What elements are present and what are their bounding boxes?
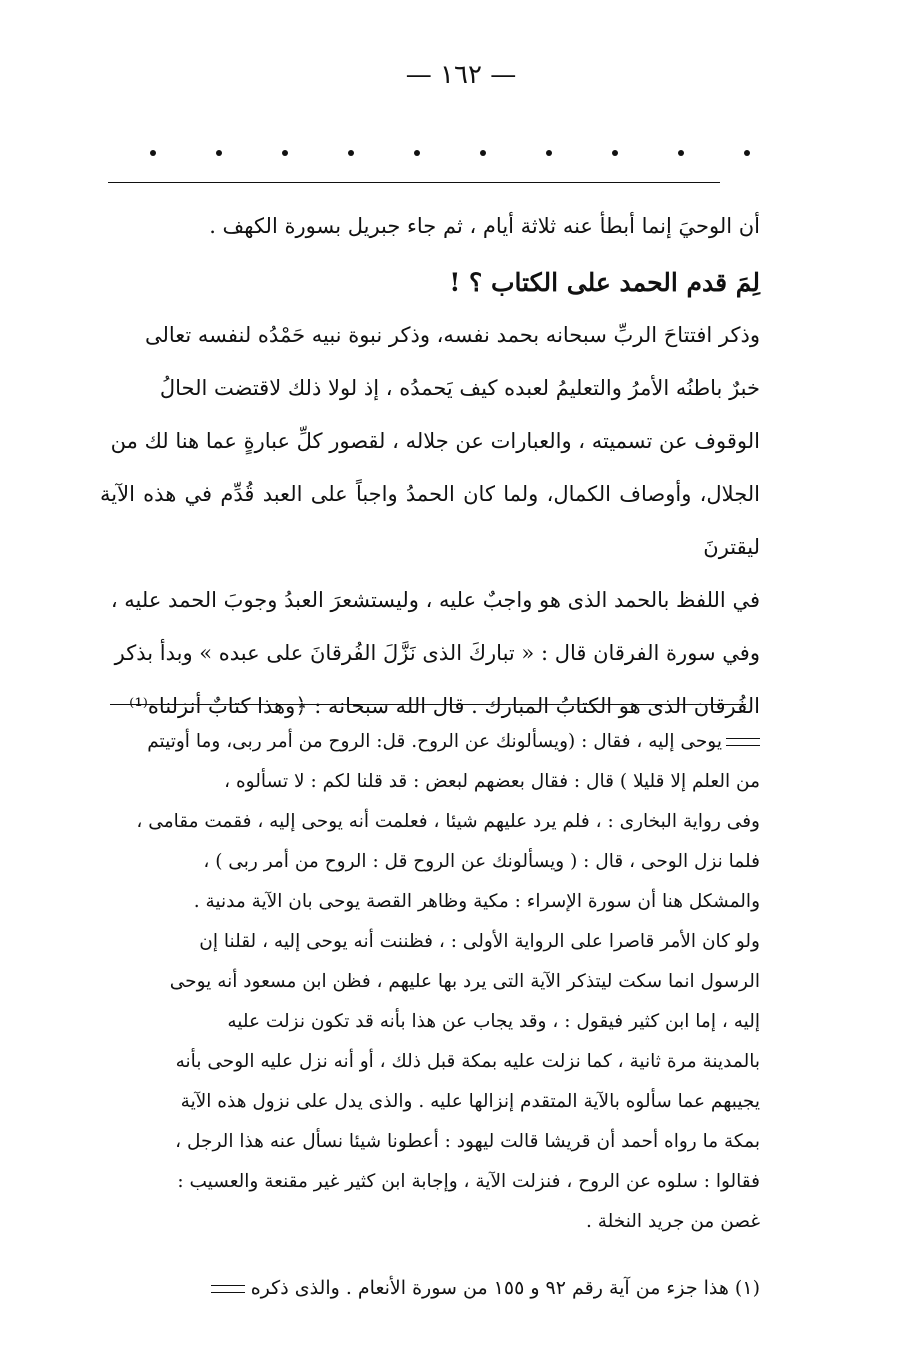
- footnotes: [100, 722, 760, 1242]
- text-line: الفُرقان الذى هو الكتابُ المبارك . قال الله سبحانه : ﴿وهذا كتابٌ أنزلناه⁽¹⁾: [129, 694, 760, 718]
- separator-dot: [282, 150, 288, 156]
- section-heading: لِمَ قدم الحمد على الكتاب ؟ !: [449, 268, 760, 297]
- text-line: أن الوحيَ إنما أبطأ عنه ثلاثة أيام ، ثم جاء جبريل بسورة الكهف .: [209, 214, 760, 238]
- footnote-1: [92, 1268, 760, 1308]
- text-line: وفي سورة الفرقان قال : « تباركَ الذى نَزَّلَ الفُرقانَ على عبده » وبدأ بذكر: [114, 641, 760, 665]
- separator-dot: [216, 150, 222, 156]
- separator-dot: [612, 150, 618, 156]
- separator-dot: [150, 150, 156, 156]
- text-line: الوقوف عن تسميته ، والعبارات عن جلاله ، لقصور كلِّ عبارةٍ عما هنا لك من: [110, 429, 760, 453]
- footnote-line: فلما نزل الوحى ، قال : ( ويسألونك عن الروح قل : الروح من أمر ربى ) ،: [203, 851, 760, 872]
- footnote-line: يجيبهم عما سألوه بالآية المتقدم إنزالها عليه . والذى يدل على نزول هذه الآية: [180, 1091, 760, 1112]
- separator-dot: [480, 150, 486, 156]
- footnote-line: بمكة ما رواه أحمد أن قريشا قالت ليهود : أعطونا شيئا نسأل عنه هذا الرجل ،: [175, 1131, 760, 1152]
- footnote-line-text: يوحى إليه ، فقال : (ويسألونك عن الروح. قل: الروح من أمر ربى، وما أوتيتم: [147, 731, 722, 752]
- top-rule: [108, 182, 720, 183]
- footnote-line: غصن من جريد النخلة .: [585, 1211, 760, 1232]
- footnote-line: بالمدينة مرة ثانية ، كما نزلت عليه بمكة قبل ذلك ، أو أنه نزل عليه الوحى بأنه: [175, 1051, 760, 1072]
- footnote-line: والمشكل هنا أن سورة الإسراء : مكية وظاهر القصة يوحى بان الآية مدنية .: [193, 891, 760, 912]
- separator-dot: [414, 150, 420, 156]
- text-line: الجلال، وأوصاف الكمال، ولما كان الحمدُ واجباً على العبد قُدِّم في هذه الآية ليقترنَ: [100, 482, 760, 559]
- separator-dot: [678, 150, 684, 156]
- separator-dots: [150, 150, 750, 156]
- text-line: في اللفظ بالحمد الذى هو واجبٌ عليه ، وليستشعرَ العبدُ وجوبَ الحمد عليه ،: [110, 588, 760, 612]
- footnote-line: فقالوا : سلوه عن الروح ، فنزلت الآية ، وإجابة ابن كثير غير مقنعة والعسيب :: [177, 1171, 760, 1192]
- separator-dot: [744, 150, 750, 156]
- footnote-line: إليه ، إما ابن كثير فيقول : ، وقد يجاب عن هذا بأنه قد تكون نزلت عليه: [227, 1011, 760, 1032]
- footnote-line: من العلم إلا قليلا ) قال : فقال بعضهم لبعض : قد قلنا لكم : لا تسألوه ،: [224, 771, 760, 792]
- footnote-continuation-mark: [726, 738, 760, 746]
- footnote-line: ولو كان الأمر قاصرا على الرواية الأولى : ، فظننت أنه يوحى إليه ، لقلنا إن: [199, 931, 760, 952]
- footnote-continuation-mark: [211, 1285, 245, 1293]
- footnote-line: [100, 722, 760, 762]
- page-number: — ١٦٢ —: [405, 60, 517, 90]
- footnote-rule: [110, 704, 746, 705]
- text-line: وذكر افتتاحَ الربِّ سبحانه بحمد نفسه، وذكر نبوة نبيه حَمْدُه لنفسه تعالى: [144, 323, 760, 347]
- text-line: خبرٌ باطنُه الأمرُ والتعليمُ لعبده كيف يَحمدُه ، إذ لولا ذلك لاقتضت الحالُ: [159, 376, 760, 400]
- separator-dot: [348, 150, 354, 156]
- main-text: [100, 200, 760, 733]
- footnote-line: الرسول انما سكت ليتذكر الآية التى يرد بها عليهم ، فظن ابن مسعود أنه يوحى: [169, 971, 760, 992]
- footnote-1-text: (١) هذا جزء من آية رقم ٩٢ و ١٥٥ من سورة الأنعام . والذى ذكره: [250, 1277, 760, 1299]
- separator-dot: [546, 150, 552, 156]
- footnote-line: وفى رواية البخارى : ، فلم يرد عليهم شيئا ، فعلمت أنه يوحى إليه ، فقمت مقامى ،: [136, 811, 760, 832]
